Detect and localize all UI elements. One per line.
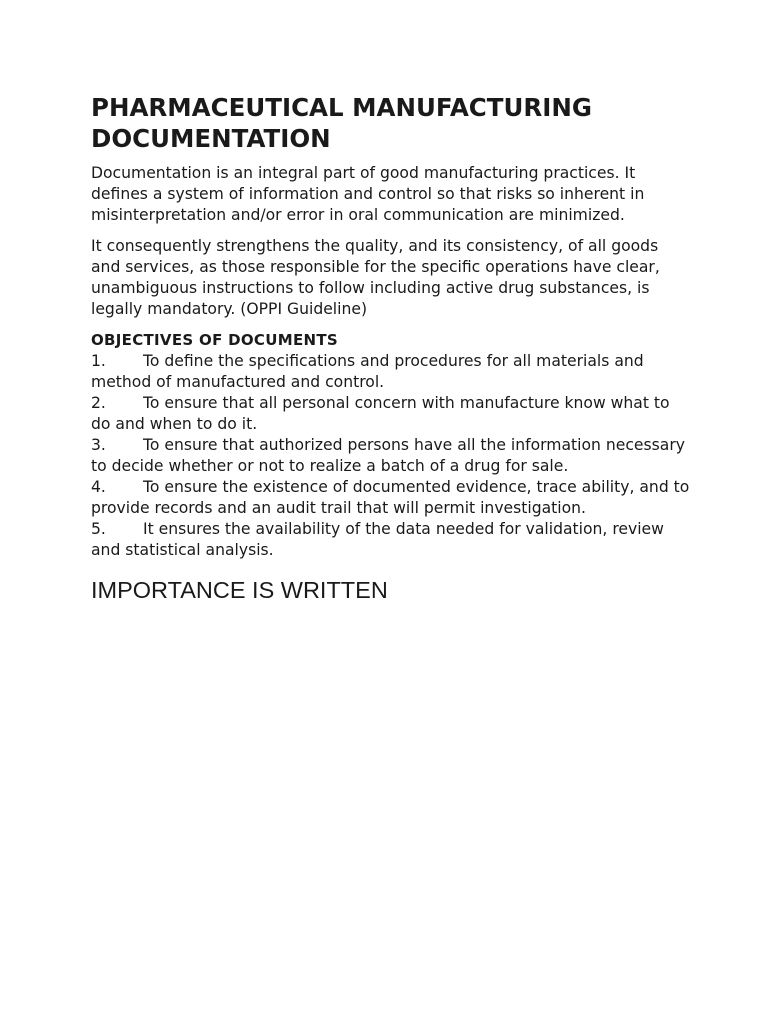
objective-number: 5. bbox=[91, 520, 106, 538]
objective-number: 1. bbox=[91, 352, 106, 370]
objectives-list bbox=[91, 351, 691, 561]
objective-number: 2. bbox=[91, 394, 106, 412]
document-title: PHARMACEUTICAL MANUFACTURING DOCUMENTATION bbox=[91, 93, 592, 153]
importance-heading: IMPORTANCE IS WRITTEN bbox=[91, 577, 388, 603]
objective-text: To ensure that authorized persons have all the information necessary to decide whether or not to realize a batch of a drug for sale. bbox=[91, 436, 685, 475]
objective-item bbox=[91, 393, 691, 435]
objectives-heading: OBJECTIVES OF DOCUMENTS bbox=[91, 331, 338, 349]
objective-text: To define the specifications and procedures for all materials and method of manufactured and control. bbox=[91, 352, 644, 391]
quality-paragraph: It consequently strengthens the quality, and its consistency, of all goods and services, as those responsible for the specific operations have clear, unambiguous instructions to follow including active drug substances, is legally mandatory. (OPPI Guideline) bbox=[91, 237, 660, 318]
objective-number: 4. bbox=[91, 478, 106, 496]
objective-text: To ensure that all personal concern with manufacture know what to do and when to do it. bbox=[91, 394, 670, 433]
intro-paragraph: Documentation is an integral part of good manufacturing practices. It defines a system of information and control so that risks so inherent in misinterpretation and/or error in oral communication are minimized. bbox=[91, 164, 645, 224]
objective-number: 3. bbox=[91, 436, 106, 454]
objective-item bbox=[91, 519, 691, 561]
objective-item bbox=[91, 477, 691, 519]
objective-item bbox=[91, 435, 691, 477]
objective-item bbox=[91, 351, 691, 393]
objective-text: It ensures the availability of the data needed for validation, review and statistical analysis. bbox=[91, 520, 664, 559]
document-page bbox=[91, 92, 691, 605]
objective-text: To ensure the existence of documented evidence, trace ability, and to provide records and an audit trail that will permit investigation. bbox=[91, 478, 690, 517]
